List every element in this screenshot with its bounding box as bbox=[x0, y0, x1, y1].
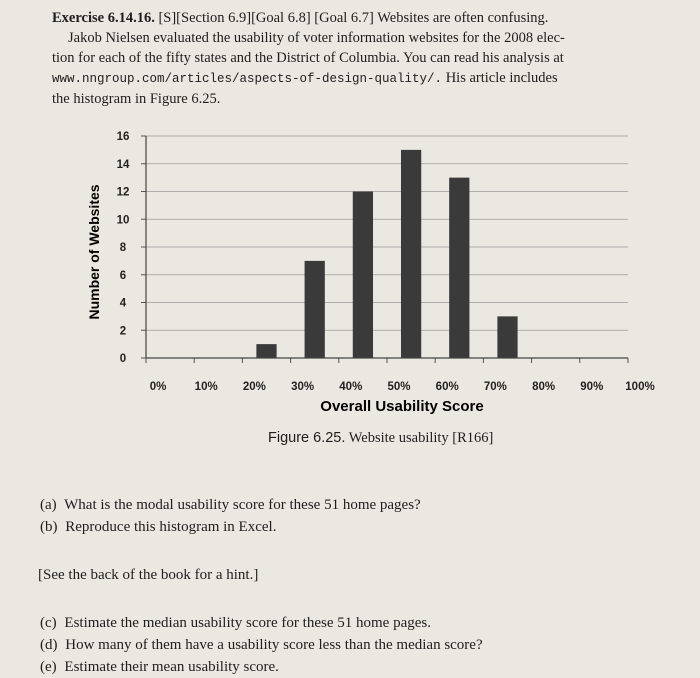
y-tick-label: 4 bbox=[119, 297, 127, 310]
exercise-intro: Websites are often confusing. bbox=[377, 10, 549, 26]
x-tick-label: 100% bbox=[625, 381, 655, 393]
hint-text: [See the back of the book for a hint.] bbox=[38, 567, 259, 583]
bars bbox=[256, 150, 517, 358]
question-e bbox=[40, 656, 660, 678]
bar-20-30% bbox=[256, 344, 276, 358]
gridlines bbox=[141, 136, 628, 358]
x-tick-label: 50% bbox=[387, 381, 411, 393]
question-b-label: (b) bbox=[40, 519, 58, 535]
x-tick-label: 70% bbox=[483, 381, 507, 393]
exercise-line-3: tion for each of the fifty states and the District of Columbia. You can read his analysis at bbox=[52, 50, 564, 66]
bar-50-60% bbox=[401, 150, 421, 358]
question-c-text: Estimate the median usability score for these 51 home pages. bbox=[64, 615, 431, 631]
question-a bbox=[40, 494, 660, 516]
y-tick-label: 16 bbox=[116, 131, 130, 143]
bar-60-70% bbox=[449, 178, 469, 358]
x-tick-label: 20% bbox=[242, 381, 266, 393]
questions-list bbox=[40, 494, 660, 678]
exercise-heading: Exercise 6.14.16. bbox=[52, 10, 155, 26]
question-a-text: What is the modal usability score for these 51 home pages? bbox=[64, 497, 421, 513]
x-tick-label: 40% bbox=[339, 381, 363, 393]
y-tick-label: 14 bbox=[116, 158, 130, 171]
question-d bbox=[40, 634, 660, 656]
bar-30-40% bbox=[305, 261, 325, 358]
question-b bbox=[40, 516, 660, 538]
question-e-label: (e) bbox=[40, 659, 57, 675]
bar-40-50% bbox=[353, 192, 373, 359]
question-b-text: Reproduce this histogram in Excel. bbox=[65, 519, 277, 535]
figure-label: Figure 6.25. bbox=[268, 430, 346, 446]
y-axis-label: Number of Websites bbox=[86, 184, 102, 320]
question-d-text: How many of them have a usability score less than the median score? bbox=[65, 637, 483, 653]
y-tick-label: 12 bbox=[116, 186, 130, 199]
question-c-label: (c) bbox=[40, 615, 57, 631]
x-tick-labels bbox=[146, 358, 655, 393]
bar-70-80% bbox=[497, 316, 517, 358]
y-tick-label: 6 bbox=[119, 269, 127, 282]
question-a-label: (a) bbox=[40, 497, 57, 513]
exercise-line-2: Jakob Nielsen evaluated the usability of voter information websites for the 2008 elec- bbox=[68, 30, 565, 46]
x-tick-label: 10% bbox=[194, 381, 218, 393]
article-url: www.nngroup.com/articles/aspects-of-design-quality/. bbox=[52, 72, 443, 86]
x-tick-label: 90% bbox=[580, 381, 604, 393]
figure-caption bbox=[268, 430, 493, 447]
y-tick-label: 0 bbox=[119, 353, 127, 365]
y-tick-label: 8 bbox=[119, 242, 127, 254]
y-tick-label: 2 bbox=[119, 325, 127, 338]
question-d-label: (d) bbox=[40, 637, 58, 653]
x-tick-label: 30% bbox=[291, 381, 315, 393]
x-tick-label: 60% bbox=[435, 381, 459, 393]
question-c bbox=[40, 612, 660, 634]
question-e-text: Estimate their mean usability score. bbox=[64, 659, 279, 675]
exercise-line-4-rest: His article includes bbox=[445, 70, 558, 86]
x-axis-label: Overall Usability Score bbox=[320, 398, 484, 415]
exercise-tags: [S][Section 6.9][Goal 6.8] [Goal 6.7] bbox=[158, 10, 374, 26]
y-tick-label: 10 bbox=[116, 214, 130, 227]
y-tick-labels bbox=[117, 131, 130, 365]
figure-title: Website usability [R166] bbox=[348, 430, 494, 446]
exercise-line-5: the histogram in Figure 6.25. bbox=[52, 91, 221, 107]
x-tick-label: 0% bbox=[149, 381, 167, 393]
x-tick-label: 80% bbox=[532, 381, 556, 393]
